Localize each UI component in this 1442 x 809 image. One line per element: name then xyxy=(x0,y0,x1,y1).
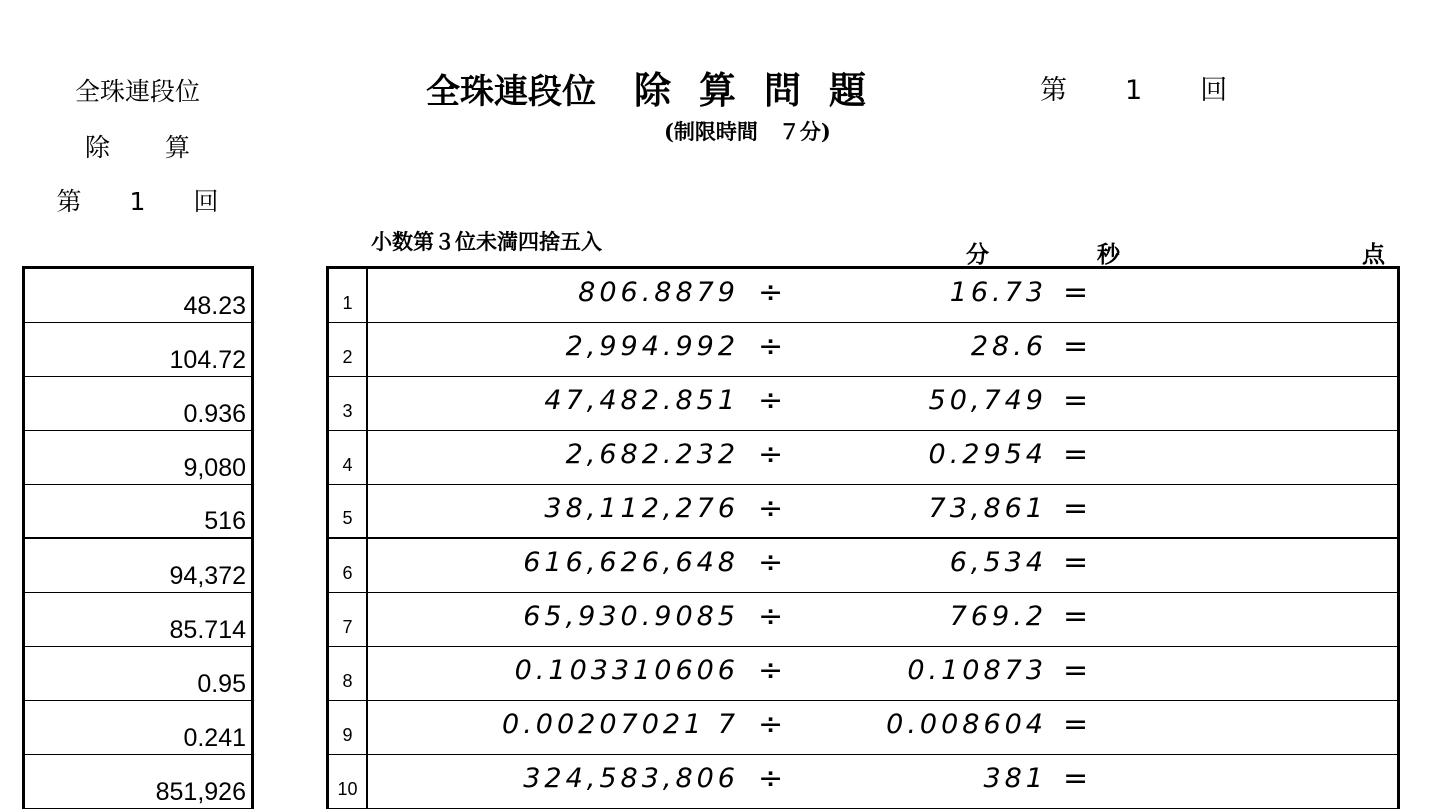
equals-sign: = xyxy=(1063,329,1089,364)
dividend: 324,583,806 xyxy=(523,762,739,794)
dividend: 38,112,276 xyxy=(544,493,739,524)
equals-sign: = xyxy=(1063,760,1089,796)
problem-row xyxy=(329,269,1397,323)
problem-table xyxy=(326,266,1400,809)
answer-value: 0.241 xyxy=(183,723,246,752)
left-subject-label xyxy=(20,128,255,164)
answer-value: 94,372 xyxy=(169,561,246,590)
divide-sign: ÷ xyxy=(758,544,784,580)
problem-row xyxy=(329,647,1397,701)
dividend: 65,930.9085 xyxy=(523,600,739,632)
divide-sign: ÷ xyxy=(758,652,784,688)
problem-row xyxy=(329,755,1397,809)
answer-value: 85.714 xyxy=(169,615,246,644)
left-subject-char-1: 除 xyxy=(84,133,110,162)
answer-value: 48.23 xyxy=(183,292,246,320)
problem-number: 3 xyxy=(342,401,353,421)
problem-row xyxy=(329,377,1397,431)
title-prefix: 全珠連段位 xyxy=(426,72,596,112)
divisor: 73,861 xyxy=(928,493,1047,524)
left-org-label xyxy=(20,72,255,108)
answer-row xyxy=(25,431,251,485)
divide-sign: ÷ xyxy=(758,329,784,364)
problem-row xyxy=(329,323,1397,377)
divisor: 0.008604 xyxy=(886,708,1047,740)
round-char-2: 1 xyxy=(1125,75,1143,106)
answer-value: 9,080 xyxy=(183,454,246,482)
left-org-text: 全珠連段位 xyxy=(74,77,200,106)
answer-value: 851,926 xyxy=(155,777,246,806)
problem-number-cell xyxy=(329,647,368,700)
problem-row xyxy=(329,431,1397,485)
dividend: 2,682.232 xyxy=(565,439,739,470)
equals-sign: = xyxy=(1063,652,1089,688)
point-unit: 点 xyxy=(1362,242,1385,268)
problem-number: 5 xyxy=(342,507,353,528)
problem-number-cell xyxy=(329,431,368,484)
dividend: 2,994.992 xyxy=(565,331,739,362)
answer-row xyxy=(25,377,251,431)
problem-number: 1 xyxy=(342,293,353,313)
page-title xyxy=(426,60,894,114)
answer-table xyxy=(22,266,254,809)
divisor: 28.6 xyxy=(970,331,1047,362)
problem-number-cell xyxy=(329,269,368,322)
answer-row xyxy=(25,539,251,593)
answer-value: 0.95 xyxy=(197,669,246,698)
divide-sign: ÷ xyxy=(758,760,784,796)
equals-sign: = xyxy=(1063,383,1089,418)
divide-sign: ÷ xyxy=(758,706,784,742)
divide-sign: ÷ xyxy=(758,275,784,310)
problem-number: 4 xyxy=(342,455,353,475)
dividend: 806.8879 xyxy=(578,277,739,308)
minute-unit: 分 xyxy=(966,242,989,268)
answer-row xyxy=(25,485,251,539)
divisor: 769.2 xyxy=(949,600,1047,632)
divide-sign: ÷ xyxy=(758,383,784,418)
answer-row xyxy=(25,323,251,377)
answer-value: 516 xyxy=(204,506,246,535)
dividend: 616,626,648 xyxy=(523,546,739,578)
problem-number: 7 xyxy=(342,616,353,637)
left-round-char-2: 1 xyxy=(129,187,146,216)
dividend: 47,482.851 xyxy=(544,385,739,416)
left-round-char-1: 第 xyxy=(56,187,82,216)
divide-sign: ÷ xyxy=(758,598,784,634)
divisor: 6,534 xyxy=(949,546,1047,578)
answer-value: 0.936 xyxy=(183,400,246,428)
round-char-3: 回 xyxy=(1200,75,1228,106)
time-limit: (制限時間 ７分) xyxy=(664,119,831,144)
answer-row xyxy=(25,755,251,809)
left-subject-char-2: 算 xyxy=(165,133,191,162)
round-label xyxy=(1040,68,1227,107)
divide-sign: ÷ xyxy=(758,437,784,472)
problem-number: 10 xyxy=(337,778,358,799)
second-unit: 秒 xyxy=(1097,242,1120,268)
round-char-1: 第 xyxy=(1040,75,1067,106)
dividend: 0.103310606 xyxy=(514,654,739,686)
divisor: 381 xyxy=(983,762,1047,794)
problem-number-cell xyxy=(329,539,368,592)
divisor: 50,749 xyxy=(928,385,1047,416)
answer-row xyxy=(25,593,251,647)
divide-sign: ÷ xyxy=(758,491,784,526)
problem-number-cell xyxy=(329,593,368,646)
equals-sign: = xyxy=(1063,491,1089,526)
problem-number-cell xyxy=(329,755,368,808)
problem-row xyxy=(329,485,1397,539)
equals-sign: = xyxy=(1063,275,1089,310)
problem-number-cell xyxy=(329,485,368,537)
left-round-label xyxy=(20,182,255,218)
equals-sign: = xyxy=(1063,598,1089,634)
problem-number-cell xyxy=(329,377,368,430)
equals-sign: = xyxy=(1063,544,1089,580)
answer-value: 104.72 xyxy=(169,346,246,374)
answer-row xyxy=(25,701,251,755)
left-round-char-3: 回 xyxy=(193,187,219,216)
equals-sign: = xyxy=(1063,706,1089,742)
problem-number: 9 xyxy=(342,724,353,745)
problem-number: 6 xyxy=(342,562,353,583)
divisor: 16.73 xyxy=(949,277,1047,308)
rounding-note: 小数第３位未満四捨五入 xyxy=(371,230,602,254)
problem-row xyxy=(329,593,1397,647)
problem-row xyxy=(329,701,1397,755)
problem-number: 8 xyxy=(342,670,353,691)
divisor: 0.2954 xyxy=(928,439,1047,470)
problem-number-cell xyxy=(329,323,368,376)
answer-row xyxy=(25,269,251,323)
dividend: 0.00207021 7 xyxy=(502,708,739,740)
answer-row xyxy=(25,647,251,701)
problem-row xyxy=(329,539,1397,593)
title-main: 除算問題 xyxy=(634,68,894,112)
divisor: 0.10873 xyxy=(907,654,1047,686)
problem-number: 2 xyxy=(342,347,353,367)
equals-sign: = xyxy=(1063,437,1089,472)
problem-number-cell xyxy=(329,701,368,754)
